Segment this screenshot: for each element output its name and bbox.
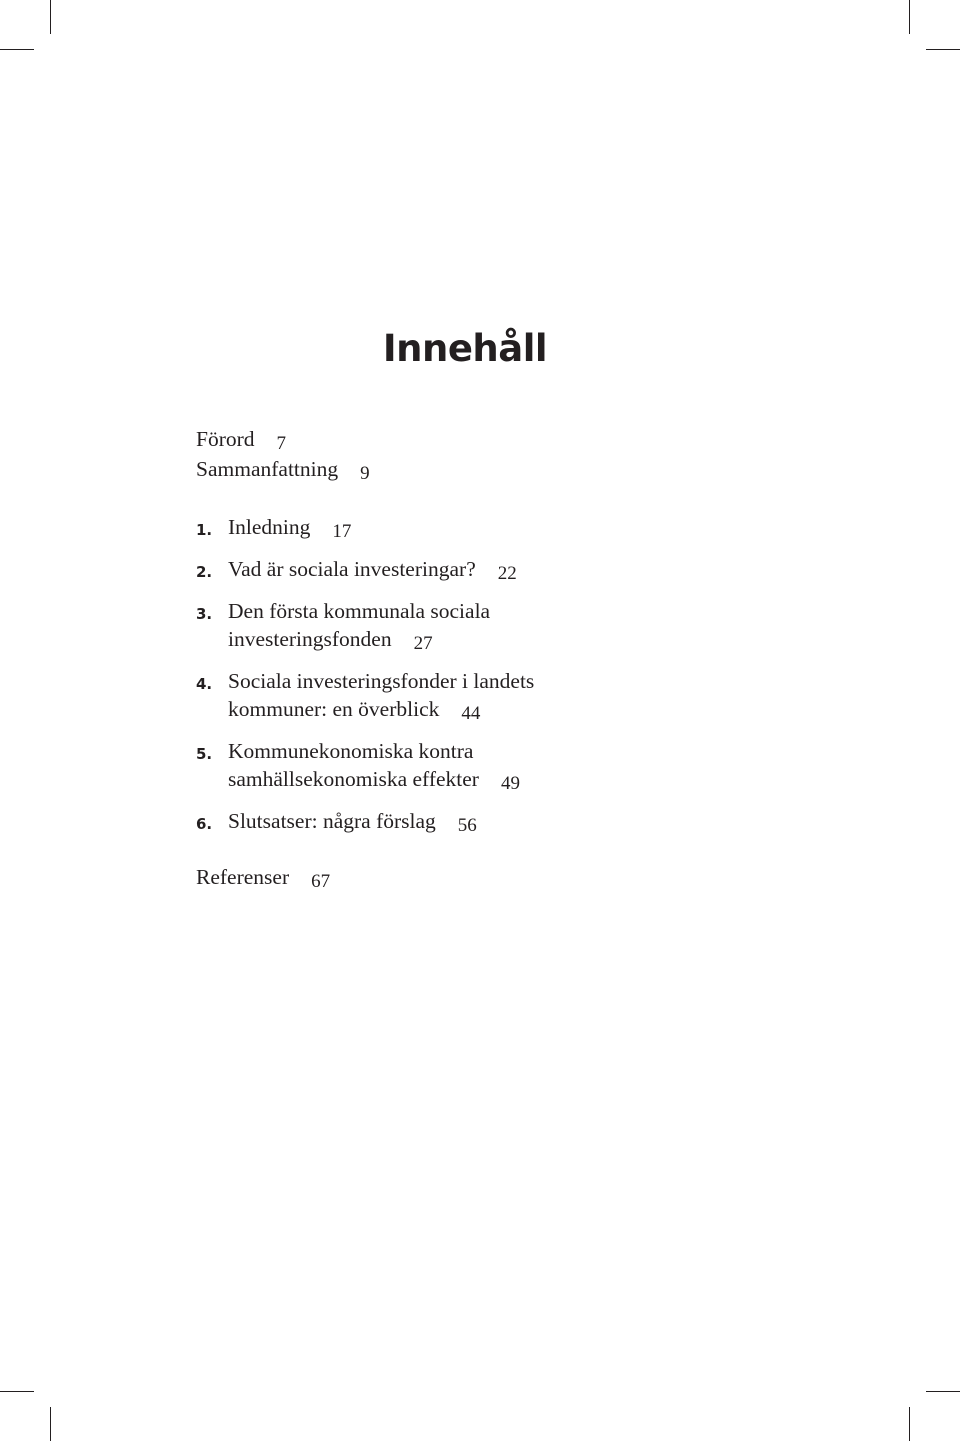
chapter-title-line: Inledning xyxy=(228,515,311,539)
toc-entry-page: 49 xyxy=(500,773,520,794)
chapter-title-line: Slutsatser: några förslag xyxy=(228,809,436,833)
chapter-number: 5. xyxy=(196,745,213,763)
chapter-title-line: kommuner: en överblick xyxy=(228,697,440,721)
crop-mark-bottom-right-horizontal xyxy=(926,1391,960,1392)
page-title: Innehåll xyxy=(382,326,548,370)
toc-chapter-3[interactable] xyxy=(196,597,796,655)
chapter-title-line: investeringsfonden xyxy=(228,627,392,651)
toc-entry-page: 67 xyxy=(311,871,331,892)
chapter-title-line: Den första kommunala sociala xyxy=(228,599,491,623)
chapter-title-line: Sociala investeringsfonder i landets xyxy=(228,669,535,693)
crop-mark-bottom-right-vertical xyxy=(909,1407,910,1441)
toc-entry-page: 9 xyxy=(360,463,370,484)
crop-mark-top-right-horizontal xyxy=(926,49,960,50)
toc-entry-label: Sammanfattning xyxy=(196,457,339,481)
toc-chapter-4[interactable] xyxy=(196,667,796,725)
chapter-title-line: samhällsekonomiska effekter xyxy=(228,767,479,791)
chapter-number: 4. xyxy=(196,675,213,693)
toc-chapter-1[interactable] xyxy=(196,513,796,543)
chapter-title-line: Vad är sociala investeringar? xyxy=(228,557,476,581)
crop-mark-bottom-left-vertical xyxy=(50,1407,51,1441)
crop-mark-top-right-vertical xyxy=(909,0,910,34)
toc-entry-page: 44 xyxy=(461,703,481,724)
toc-entry-page: 17 xyxy=(332,521,352,542)
toc-entry-label: Referenser xyxy=(196,865,290,889)
chapter-number: 3. xyxy=(196,605,213,623)
toc-entry-forord[interactable] xyxy=(196,425,796,455)
table-of-contents xyxy=(196,425,796,893)
toc-chapter-2[interactable] xyxy=(196,555,796,585)
toc-entry-page: 27 xyxy=(413,633,433,654)
toc-entry-label: Förord xyxy=(196,427,255,451)
toc-entry-page: 22 xyxy=(497,563,517,584)
crop-mark-top-left-horizontal xyxy=(0,49,34,50)
toc-chapter-5[interactable] xyxy=(196,737,796,795)
crop-mark-bottom-left-horizontal xyxy=(0,1391,34,1392)
chapter-number: 2. xyxy=(196,563,213,581)
toc-chapter-6[interactable] xyxy=(196,807,796,837)
chapter-title-line: Kommunekonomiska kontra xyxy=(228,739,474,763)
toc-entry-page: 56 xyxy=(457,815,477,836)
chapter-number: 1. xyxy=(196,521,213,539)
toc-entry-sammanfattning[interactable] xyxy=(196,455,796,485)
toc-entry-referenser[interactable] xyxy=(196,863,796,893)
chapter-number: 6. xyxy=(196,815,213,833)
crop-mark-top-left-vertical xyxy=(50,0,51,34)
toc-entry-page: 7 xyxy=(276,433,287,454)
